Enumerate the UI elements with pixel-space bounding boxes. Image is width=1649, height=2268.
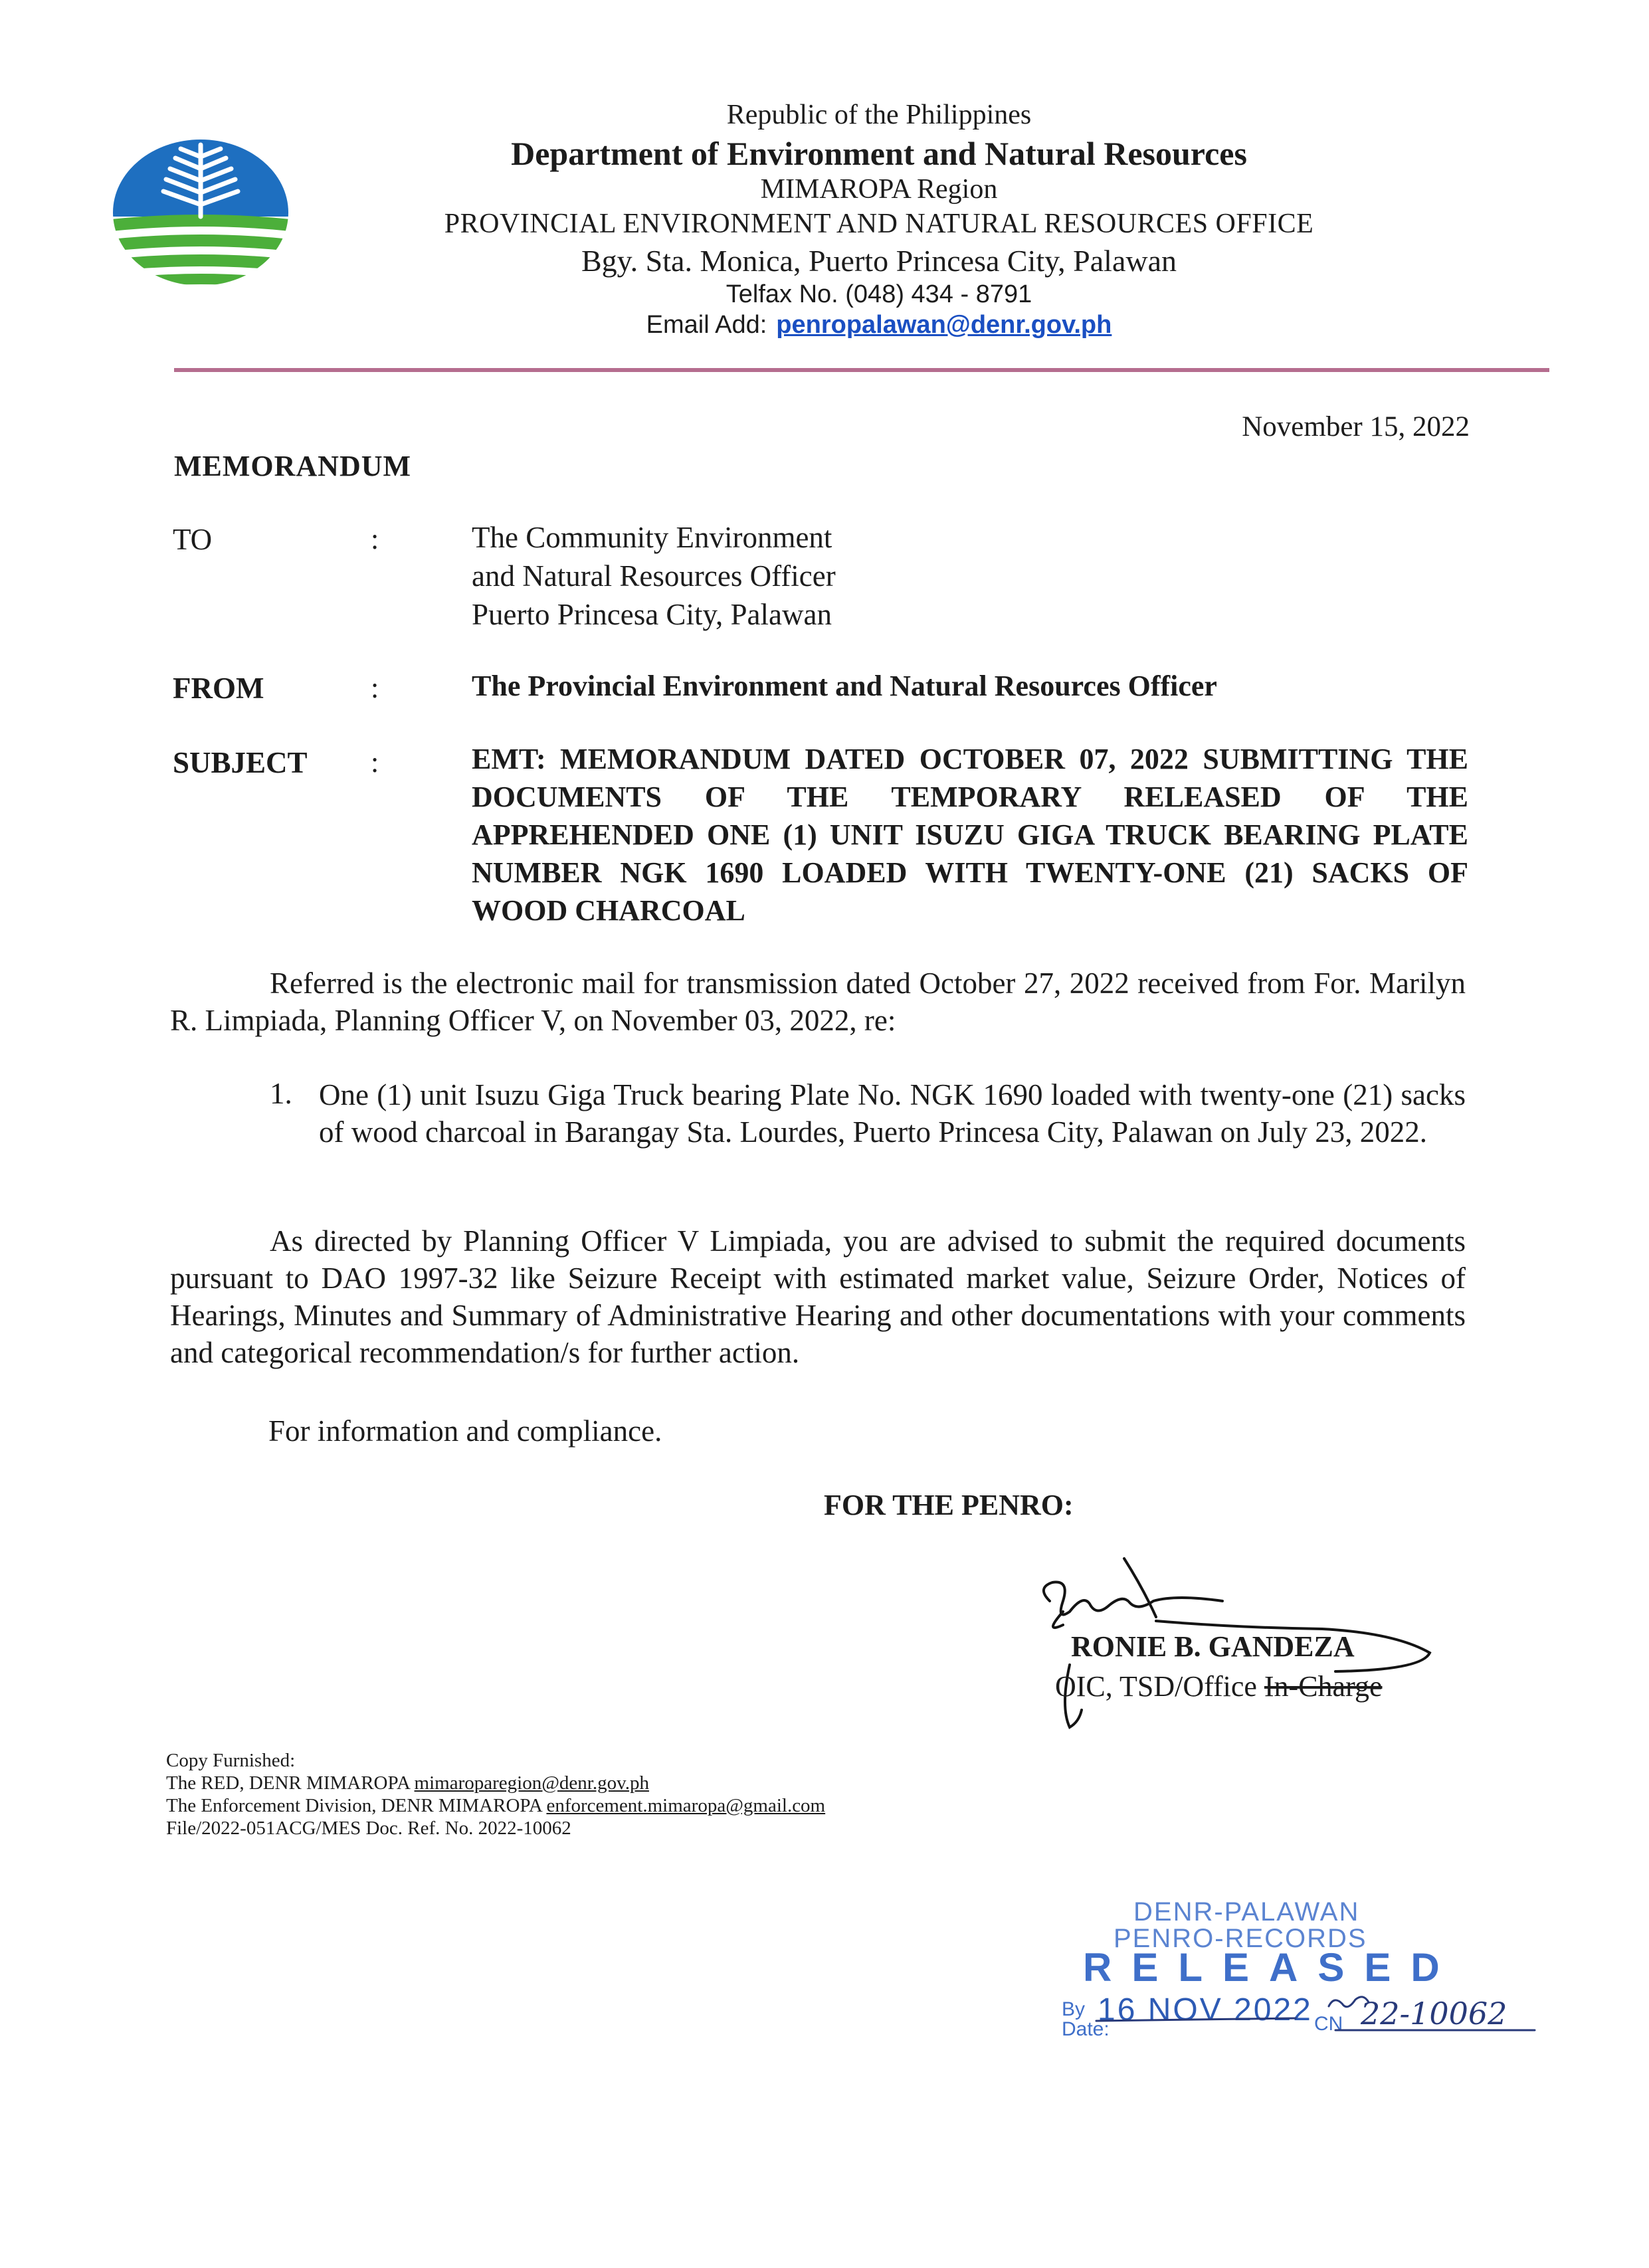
- from-sender: The Provincial Environment and Natural Resources Officer: [472, 670, 1217, 702]
- email-link[interactable]: penropalawan@denr.gov.ph: [776, 311, 1112, 339]
- signatory-name: RONIE B. GANDEZA: [1071, 1630, 1355, 1663]
- body-paragraph-directive: As directed by Planning Officer V Limpiada, you are advised to submit the required documents pursuant to DAO 1997-32 like Seizure Receipt with estimated market value, Seizure Order, Notices of Hearings, Minutes and Summary of Administrative Hearing and other documentations with your comments and categorical recommendation/s for further action.: [170, 1224, 1466, 1369]
- cf-email-link[interactable]: mimaroparegion@denr.gov.ph: [414, 1772, 649, 1794]
- struck-title-text: In-Charge: [1264, 1670, 1383, 1703]
- body-paragraph-closing: For information and compliance.: [268, 1414, 662, 1448]
- stamp-records: PENRO-RECORDS: [1114, 1924, 1367, 1953]
- to-label: TO: [173, 523, 213, 556]
- stamp-cn-label: CN: [1314, 2013, 1343, 2035]
- subject-text: EMT: MEMORANDUM DATED OCTOBER 07, 2022 SUBMITTING THE DOCUMENTS OF THE TEMPORARY RELEASED OF THE APPREHENDED ONE (1) UNIT ISUZU GIGA TRUCK BEARING PLATE NUMBER NGK 1690 LOADED WITH TWENTY-ONE (21) SACKS OF WOOD CHARCOAL: [472, 743, 1468, 927]
- cf-email-link[interactable]: enforcement.mimaropa@gmail.com: [546, 1795, 826, 1816]
- copy-furnished-red: [166, 1774, 649, 1793]
- to-colon: :: [371, 523, 379, 555]
- cf-recipient: The Enforcement Division, DENR MIMAROPA: [166, 1795, 547, 1816]
- for-penro-line: FOR THE PENRO:: [824, 1489, 1074, 1521]
- email-label: Email Add:: [646, 311, 767, 339]
- subject-label: SUBJECT: [173, 746, 308, 779]
- stamp-control-number: 22-10062: [1361, 1996, 1507, 2032]
- letterhead-divider: [174, 368, 1549, 372]
- subject-colon: :: [371, 746, 379, 779]
- from-label: FROM: [173, 672, 264, 705]
- letterhead-email: [54, 312, 1649, 337]
- to-line: The Community Environment: [472, 521, 832, 554]
- copy-furnished-heading: Copy Furnished:: [166, 1750, 296, 1771]
- stamp-date: 16 NOV 2022: [1098, 1992, 1313, 2028]
- letterhead-department: Department of Environment and Natural Resources: [511, 135, 1247, 172]
- body-paragraph-referral: Referred is the electronic mail for transmission dated October 27, 2022 received from For. Marilyn R. Limpiada, Planning Officer V, on November 03, 2022, re:: [170, 967, 1466, 1037]
- stamp-by-label: By: [1062, 1998, 1086, 2020]
- letterhead-region: MIMAROPA Region: [760, 174, 998, 205]
- memo-date: November 15, 2022: [1242, 411, 1470, 442]
- list-item-number: 1.: [270, 1077, 292, 1110]
- signatory-title: [1055, 1669, 1382, 1703]
- letterhead-republic: Republic of the Philippines: [726, 100, 1032, 130]
- to-recipient: [472, 518, 836, 634]
- file-reference: File/2022-051ACG/MES Doc. Ref. No. 2022-10062: [166, 1818, 571, 1839]
- stamp-office: DENR-PALAWAN: [1133, 1897, 1360, 1927]
- list-item-text: One (1) unit Isuzu Giga Truck bearing Plate No. NGK 1690 loaded with twenty-one (21) sacks of wood charcoal in Barangay Sta. Lourdes, Puerto Princesa City, Palawan on July 23, 2022.: [319, 1078, 1466, 1149]
- stamp-date-label: Date:: [1062, 2018, 1110, 2040]
- from-colon: :: [371, 672, 379, 704]
- letterhead-office: PROVINCIAL ENVIRONMENT AND NATURAL RESOURCES OFFICE: [444, 209, 1314, 239]
- title-text: OIC, TSD/Office: [1055, 1670, 1264, 1703]
- letterhead-telfax: Telfax No. (048) 434 - 8791: [726, 280, 1032, 308]
- copy-furnished-enforcement: [166, 1796, 825, 1816]
- stamp-status: RELEASED: [1083, 1945, 1460, 1990]
- memo-title: MEMORANDUM: [174, 450, 412, 482]
- cf-recipient: The RED, DENR MIMAROPA: [166, 1772, 415, 1794]
- to-line: and Natural Resources Officer: [472, 559, 836, 593]
- to-line: Puerto Princesa City, Palawan: [472, 598, 832, 631]
- letterhead-address: Bgy. Sta. Monica, Puerto Princesa City, Palawan: [581, 244, 1177, 278]
